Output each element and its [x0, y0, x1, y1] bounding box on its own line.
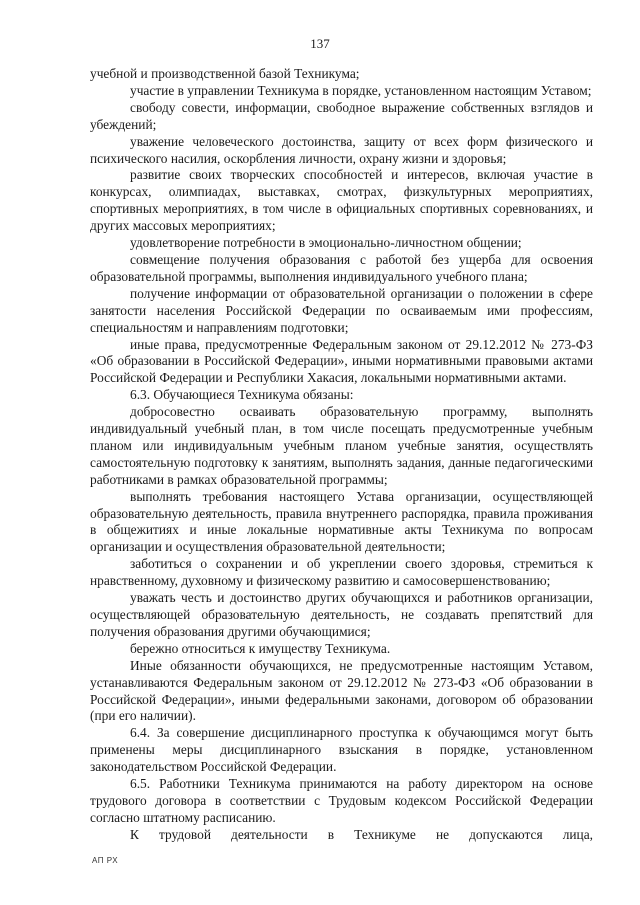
paragraph: К трудовой деятельности в Техникуме не допускаются лица, [130, 826, 593, 842]
paragraph: удовлетворение потребности в эмоционально-личностном общении; [130, 235, 522, 251]
document-body [90, 66, 593, 844]
paragraph: бережно относиться к имуществу Техникума. [130, 640, 391, 656]
paragraph: развитие своих творческих способностей и интересов, включая участие в конкурсах, олимпиадах, выставках, смотрах, физкультурных мероприятиях, спортивных мероприятиях, в том числе в официальных спортивных соревнованиях, и других массовых мероприятиях; [90, 167, 593, 234]
paragraph: учебной и производственной базой Техникума; [90, 66, 360, 81]
paragraph: Иные обязанности обучающихся, не предусмотренные настоящим Уставом, устанавливаются Федеральным законом от 29.12.2012 № 273-ФЗ «Об образовании в Российской Федерации», иными федеральными законами, договором об образовании (при его наличии). [90, 657, 593, 724]
paragraph: 6.5. Работники Техникума принимаются на работу директором на основе трудового договора в соответствии с Трудовым кодексом Российской Федерации согласно штатному расписанию. [90, 776, 593, 825]
paragraph: совмещение получения образования с работой без ущерба для освоения образовательной программы, выполнения индивидуального учебного плана; [90, 251, 593, 284]
paragraph: добросовестно осваивать образовательную программу, выполнять индивидуальный учебный план, в том числе посещать предусмотренные учебным планом или индивидуальным учебным планом учебные занятия, осуществлять самостоятельную подготовку к занятиям, выполнять задания, данные педагогическими работниками в рамках образовательной программы; [90, 404, 593, 487]
footer-mark: АП РХ [92, 856, 119, 865]
paragraph: иные права, предусмотренные Федеральным законом от 29.12.2012 № 273-ФЗ «Об образовании в Российской Федерации», иными нормативными правовыми актами Российской Федерации и Республики Хакасия, локальными нормативными актами. [90, 336, 593, 386]
paragraph: 6.3. Обучающиеся Техникума обязаны: [130, 387, 354, 403]
paragraph: выполнять требования настоящего Устава организации, осуществляющей образовательную деятельность, правила внутреннего распорядка, правила проживания в общежитиях и иные локальные нормативные акты Техникума по вопросам организации и осуществления образовательной деятельности; [90, 488, 593, 555]
paragraph: уважение человеческого достоинства, защиту от всех форм физического и психического насилия, оскорбления личности, охрану жизни и здоровья; [90, 133, 593, 166]
paragraph: свободу совести, информации, свободное выражение собственных взглядов и убеждений; [90, 99, 593, 132]
paragraph: уважать честь и достоинство других обучающихся и работников организации, осуществляющей образовательную деятельность, не создавать препятствий для получения образования другими обучающимися; [90, 590, 593, 639]
page-number: 137 [310, 36, 330, 51]
paragraph: получение информации от образовательной организации о положении в сфере занятости населения Российской Федерации по осваиваемым ими профессиям, специальностям и направлениям подготовки; [90, 285, 593, 335]
paragraph: участие в управлении Техникума в порядке, установленном настоящим Уставом; [130, 82, 592, 98]
paragraph: 6.4. За совершение дисциплинарного проступка к обучающимся могут быть применены меры дисциплинарного взыскания в порядке, установленном законодательством Российской Федерации. [90, 725, 593, 775]
paragraph: заботиться о сохранении и об укреплении своего здоровья, стремиться к нравственному, духовному и физическому развитию и самосовершенствованию; [90, 556, 593, 589]
